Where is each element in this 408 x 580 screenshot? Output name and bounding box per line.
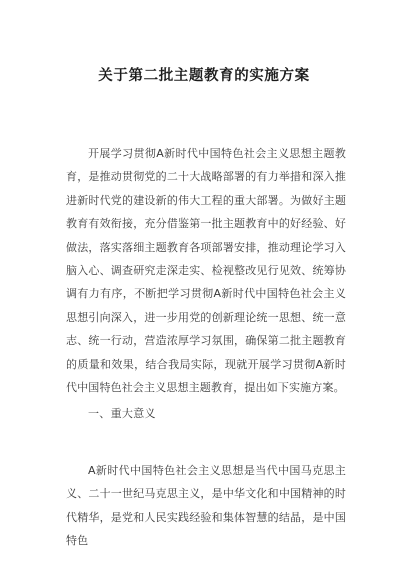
intro-paragraph: 开展学习贯彻A新时代中国特色社会主义思想主题教育，是推动贯彻党的二十大战略部署的有力举措和深入推进新时代党的建设新的伟大工程的重大部署。为做好主题教育有效衔接，充分借鉴第一批主题教育中的好经验、好做法，落实落细主题教育各项部署安排，推动理论学习入脑入心、调查研究走深走实、检视整改见行见效、统筹协调有力有序，不断把学习贯彻A新时代中国特色社会主义思想引向深入，进一步用党的创新理论统一思想、统一意志、统一行动，营造浓厚学习氛围，确保第二批主题教育的质量和效果，结合我局实际，现就开展学习贯彻A新时代中国特色社会主义思想主题教育，提出如下实施方案。 bbox=[66, 147, 346, 395]
section-paragraph: A新时代中国特色社会主义思想是当代中国马克思主义、二十一世纪马克思主义，是中华文化和中国精神的时代精华，是党和人民实践经验和集体智慧的结晶，是中国特色 bbox=[66, 464, 346, 548]
document-title: 关于第二批主题教育的实施方案 bbox=[98, 68, 310, 84]
section-heading: 一、重大意义 bbox=[88, 407, 156, 420]
